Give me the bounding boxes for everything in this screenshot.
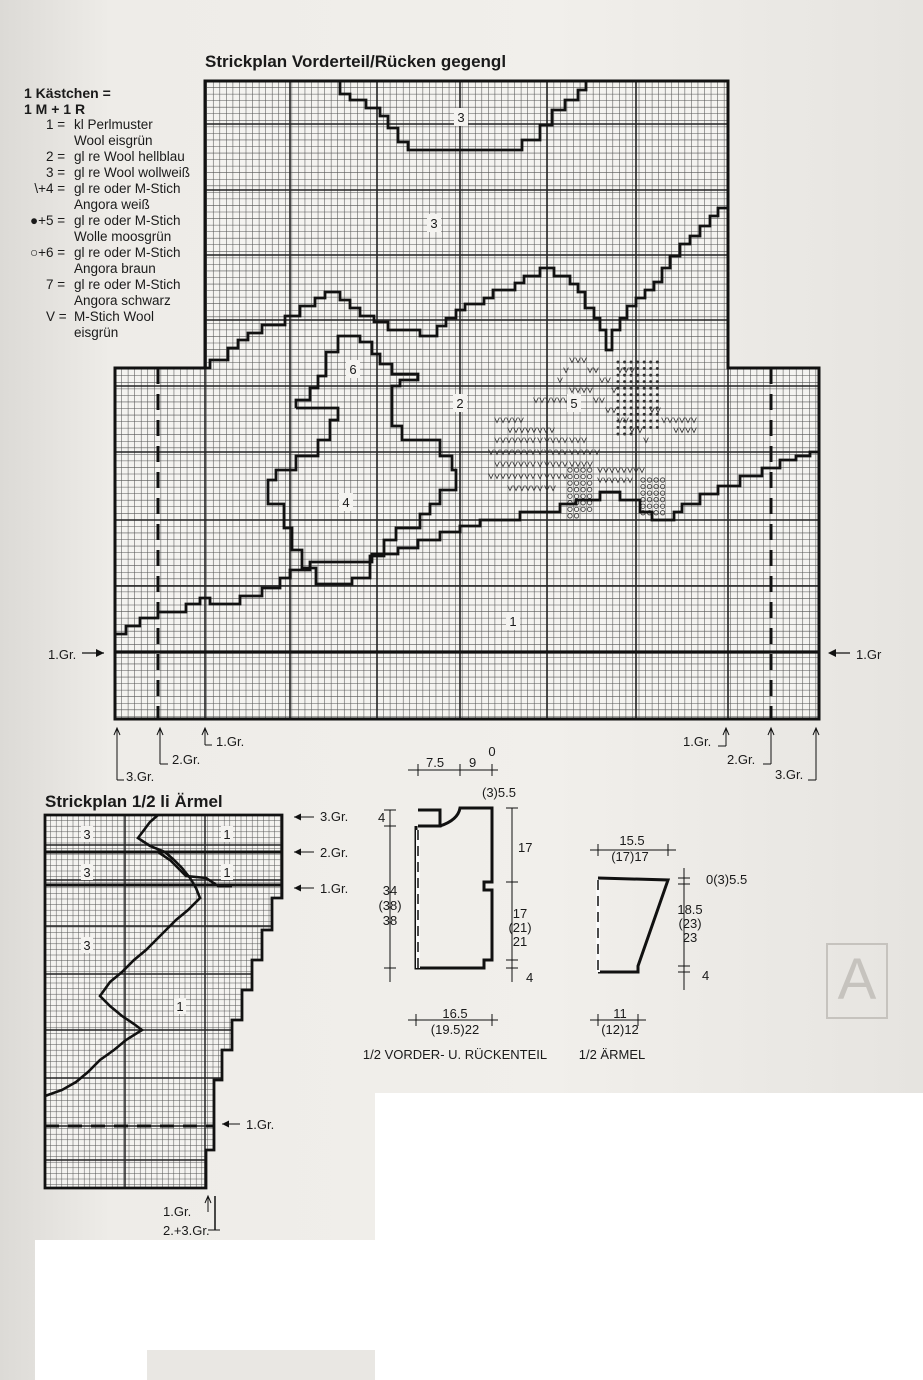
schematic-outline xyxy=(416,808,492,968)
dot-stitch-mark xyxy=(643,406,646,409)
legend-text-continued: Wolle moosgrün xyxy=(74,229,172,244)
dot-stitch-mark xyxy=(643,393,646,396)
dim-label: 11 xyxy=(613,1006,627,1021)
dot-stitch-mark xyxy=(623,361,626,364)
dot-stitch-mark xyxy=(656,413,659,416)
dot-stitch-mark xyxy=(656,374,659,377)
dot-stitch-mark xyxy=(630,406,633,409)
dot-stitch-mark xyxy=(649,426,652,429)
dim-label: 34 xyxy=(382,883,398,898)
dot-stitch-mark xyxy=(643,419,646,422)
body-schematic xyxy=(363,744,547,1062)
dot-stitch-mark xyxy=(656,361,659,364)
dot-stitch-mark xyxy=(630,400,633,403)
main-chart-grid xyxy=(48,81,882,784)
dim-label: 23 xyxy=(682,930,698,945)
dot-stitch-mark xyxy=(617,393,620,396)
dot-stitch-mark xyxy=(623,400,626,403)
dot-stitch-mark xyxy=(643,361,646,364)
zone-label: 1 xyxy=(509,614,517,629)
dot-stitch-mark xyxy=(630,374,633,377)
dot-stitch-mark xyxy=(636,426,639,429)
dot-stitch-mark xyxy=(630,361,633,364)
legend-text: gl re Wool wollweiß xyxy=(74,165,191,180)
sleeve-schematic xyxy=(579,833,747,1062)
dot-stitch-mark xyxy=(656,406,659,409)
size-mark: 1.Gr. xyxy=(48,647,77,662)
legend-heading-1: 1 Kästchen = xyxy=(24,85,111,101)
dim-label: (38) xyxy=(378,898,402,913)
schematic-shoulder xyxy=(418,810,440,826)
dim-label: 0 xyxy=(488,744,496,759)
dot-stitch-mark xyxy=(636,400,639,403)
size-mark: 3.Gr. xyxy=(775,767,804,782)
arrow-head xyxy=(294,849,301,856)
dot-stitch-mark xyxy=(630,433,633,436)
dim-label: 7.5 xyxy=(426,755,445,770)
dot-stitch-mark xyxy=(617,406,620,409)
zone-label: 1 xyxy=(176,999,184,1014)
legend-symbol: ○+ xyxy=(29,245,46,260)
dot-stitch-mark xyxy=(636,380,639,383)
size-mark: 2.Gr. xyxy=(727,752,756,767)
dim-label: (21) xyxy=(508,920,532,935)
arrow-head xyxy=(828,649,836,657)
dot-stitch-mark xyxy=(623,413,626,416)
dot-stitch-mark xyxy=(617,387,620,390)
legend-number: 6 = xyxy=(46,245,66,260)
dot-stitch-mark xyxy=(636,406,639,409)
zone-label: 5 xyxy=(570,396,578,411)
zone-label: 3 xyxy=(83,865,91,880)
legend-number: 4 = xyxy=(46,181,66,196)
dim-label: 21 xyxy=(512,934,528,949)
dot-stitch-mark xyxy=(623,380,626,383)
legend-text: gl re oder M-Stich xyxy=(74,181,181,196)
size-mark: 1.Gr. xyxy=(246,1117,275,1132)
size-mark: 1.Gr. xyxy=(163,1204,192,1219)
dot-stitch-mark xyxy=(649,374,652,377)
zone-label: 1 xyxy=(223,827,231,842)
dot-stitch-mark xyxy=(649,413,652,416)
size-mark: 2.Gr. xyxy=(320,845,349,860)
legend-number: 3 = xyxy=(46,165,66,180)
legend-text: gl re oder M-Stich xyxy=(74,213,181,228)
legend-symbol: \+ xyxy=(34,181,46,196)
dim-label: 15.5 xyxy=(619,833,645,848)
dim-label: 4 xyxy=(378,810,386,825)
dot-stitch-mark xyxy=(623,374,626,377)
dot-stitch-mark xyxy=(617,361,620,364)
legend-text-continued: Angora weiß xyxy=(74,197,150,212)
dot-stitch-mark xyxy=(649,361,652,364)
dot-stitch-mark xyxy=(630,426,633,429)
dot-stitch-mark xyxy=(643,380,646,383)
dot-stitch-mark xyxy=(623,426,626,429)
dot-stitch-mark xyxy=(643,400,646,403)
main-chart-title: Strickplan Vorderteil/Rücken gegengl xyxy=(205,52,507,71)
dim-label: 0(3)5.5 xyxy=(706,872,748,887)
blank-area xyxy=(375,1093,923,1380)
dot-stitch-mark xyxy=(643,413,646,416)
legend-number: 1 = xyxy=(46,117,66,132)
dim-label: 4 xyxy=(526,970,534,985)
dot-stitch-mark xyxy=(630,380,633,383)
dim-label: (23) xyxy=(678,916,702,931)
dim-label: (3)5.5 xyxy=(482,785,516,800)
zone-label: 3 xyxy=(430,216,438,231)
dot-stitch-mark xyxy=(630,419,633,422)
schematics xyxy=(363,744,747,1062)
legend-number: 5 = xyxy=(46,213,66,228)
dot-stitch-mark xyxy=(630,387,633,390)
dot-stitch-mark xyxy=(630,367,633,370)
dim-label: 16.5 xyxy=(442,1006,468,1021)
dot-stitch-mark xyxy=(617,380,620,383)
zone-label: 3 xyxy=(83,827,91,842)
dot-stitch-mark xyxy=(656,380,659,383)
dot-stitch-mark xyxy=(623,433,626,436)
legend-text-continued: Angora braun xyxy=(74,261,156,276)
dot-stitch-mark xyxy=(617,400,620,403)
dot-stitch-mark xyxy=(623,419,626,422)
bleed-through-text: A xyxy=(666,935,923,1085)
dot-stitch-mark xyxy=(656,393,659,396)
legend-text: M-Stich Wool xyxy=(74,309,155,324)
dot-stitch-mark xyxy=(636,367,639,370)
zone-label: 3 xyxy=(457,110,465,125)
dot-stitch-mark xyxy=(656,367,659,370)
legend-text: gl re oder M-Stich xyxy=(74,277,181,292)
legend-symbol: ●+ xyxy=(29,213,46,228)
dim-label: 9 xyxy=(469,755,477,770)
dot-stitch-mark xyxy=(656,400,659,403)
dot-stitch-mark xyxy=(649,393,652,396)
size-mark: 1.Gr xyxy=(856,647,882,662)
schematic-caption: 1/2 ÄRMEL xyxy=(578,1047,646,1062)
size-mark: 2.+3.Gr. xyxy=(163,1223,210,1238)
legend-number: 7 = xyxy=(46,277,66,292)
dot-stitch-mark xyxy=(649,387,652,390)
dim-label: 17 xyxy=(512,906,528,921)
dot-stitch-mark xyxy=(656,387,659,390)
sleeve-chart-grid xyxy=(45,809,348,1238)
schematic-caption: 1/2 VORDER- U. RÜCKENTEIL xyxy=(362,1047,548,1062)
dot-stitch-mark xyxy=(623,387,626,390)
dot-stitch-mark xyxy=(636,361,639,364)
sleeve-schematic-outline xyxy=(598,878,668,972)
dot-stitch-mark xyxy=(630,393,633,396)
dot-stitch-mark xyxy=(623,367,626,370)
dot-stitch-mark xyxy=(617,413,620,416)
dot-stitch-mark xyxy=(623,393,626,396)
zone-label: 3 xyxy=(83,938,91,953)
dot-stitch-mark xyxy=(649,400,652,403)
dim-label: 17 xyxy=(518,840,533,855)
zone-label: 1 xyxy=(223,865,231,880)
dot-stitch-mark xyxy=(649,380,652,383)
dot-stitch-mark xyxy=(636,374,639,377)
dim-label: 18.5 xyxy=(677,902,703,917)
legend-text-continued: Angora schwarz xyxy=(74,293,171,308)
dim-label: 38 xyxy=(382,913,398,928)
legend-number: 2 = xyxy=(46,149,66,164)
dim-label: 4 xyxy=(702,968,710,983)
size-mark: 1.Gr. xyxy=(216,734,245,749)
sleeve-chart-title: Strickplan 1/2 li Ärmel xyxy=(45,792,223,811)
size-mark: 1.Gr. xyxy=(320,881,349,896)
dot-stitch-mark xyxy=(617,374,620,377)
dim-label: (19.5)22 xyxy=(430,1022,480,1037)
legend-text: kl Perlmuster xyxy=(74,117,153,132)
dot-stitch-mark xyxy=(636,387,639,390)
dot-stitch-mark xyxy=(649,367,652,370)
size-mark: 2.Gr. xyxy=(172,752,201,767)
dot-stitch-mark xyxy=(623,406,626,409)
dot-stitch-mark xyxy=(643,426,646,429)
legend-number: V = xyxy=(46,309,67,324)
zone-label: 4 xyxy=(342,495,350,510)
legend-heading-2: 1 M + 1 R xyxy=(24,101,86,117)
legend-text: gl re oder M-Stich xyxy=(74,245,181,260)
zone-label: 2 xyxy=(456,396,464,411)
dot-stitch-mark xyxy=(656,426,659,429)
dot-stitch-mark xyxy=(617,426,620,429)
arrow-head xyxy=(294,814,301,821)
dim-label: (17)17 xyxy=(611,849,649,864)
dot-stitch-mark xyxy=(617,433,620,436)
arrow-head xyxy=(294,885,301,892)
legend-text-continued: eisgrün xyxy=(74,325,119,340)
dot-stitch-mark xyxy=(656,419,659,422)
paper-strip xyxy=(147,1350,375,1380)
dot-stitch-mark xyxy=(617,367,620,370)
dot-stitch-mark xyxy=(643,387,646,390)
size-mark: 1.Gr. xyxy=(683,734,712,749)
arrow-head xyxy=(222,1121,229,1128)
arrow-head xyxy=(96,649,104,657)
dot-stitch-mark xyxy=(649,406,652,409)
dot-stitch-mark xyxy=(636,419,639,422)
dot-stitch-mark xyxy=(617,419,620,422)
legend-text: gl re Wool hellblau xyxy=(74,149,185,164)
zone-label: 6 xyxy=(349,362,357,377)
dot-stitch-mark xyxy=(630,413,633,416)
dot-stitch-mark xyxy=(643,374,646,377)
size-mark: 3.Gr. xyxy=(126,769,155,784)
legend-text-continued: Wool eisgrün xyxy=(74,133,153,148)
dot-stitch-mark xyxy=(636,413,639,416)
dot-stitch-mark xyxy=(636,393,639,396)
dim-label: (12)12 xyxy=(601,1022,639,1037)
dot-stitch-mark xyxy=(649,419,652,422)
size-mark: 3.Gr. xyxy=(320,809,349,824)
dot-stitch-mark xyxy=(643,367,646,370)
